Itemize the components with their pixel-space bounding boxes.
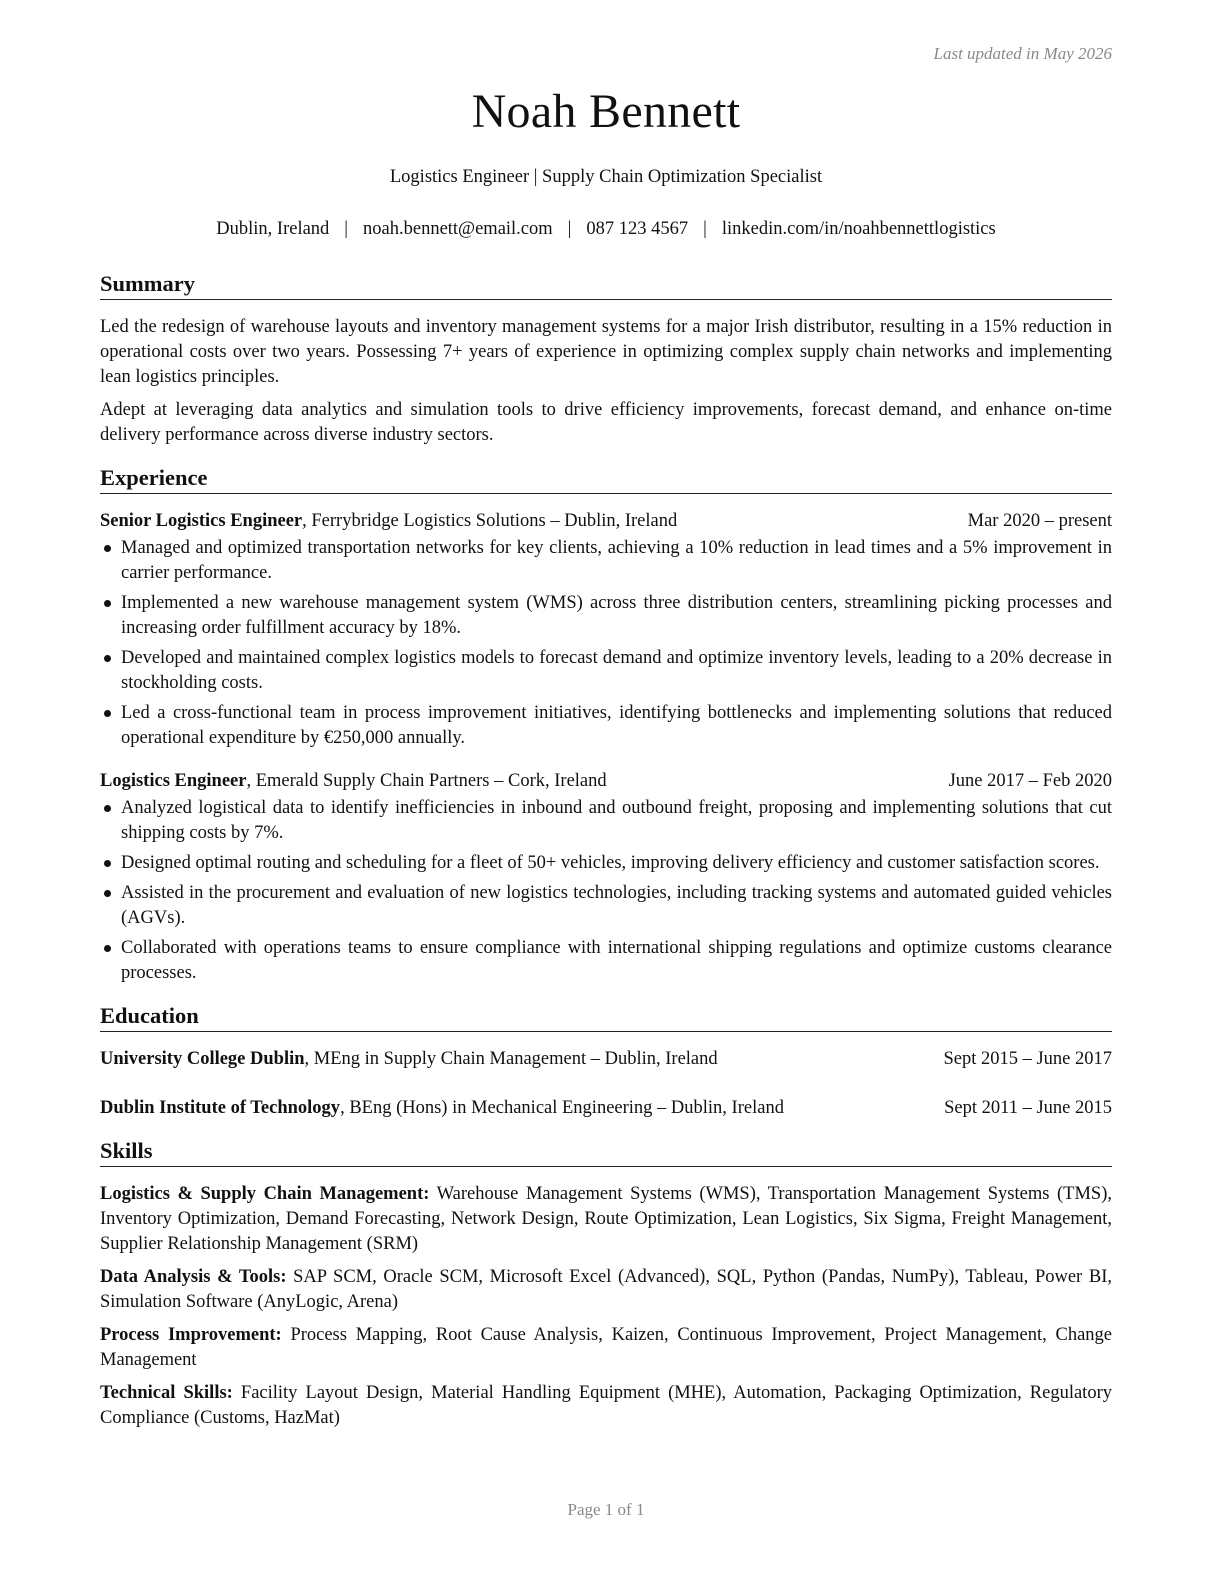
bullet-item bbox=[100, 881, 1112, 931]
job-entry bbox=[100, 769, 1112, 986]
bullet-item bbox=[100, 851, 1112, 876]
bullet-item bbox=[100, 701, 1112, 751]
bullet-icon bbox=[104, 945, 111, 952]
resume-page bbox=[100, 0, 1112, 1584]
bullet-text: Managed and optimized transportation networks for key clients, achieving a 10% reduction in lead times and a 5% improvement in carrier performance. bbox=[121, 538, 1112, 583]
skill-group bbox=[100, 1323, 1112, 1373]
bullet-item bbox=[100, 536, 1112, 586]
job-role: Senior Logistics Engineer bbox=[100, 511, 303, 531]
bullet-item bbox=[100, 646, 1112, 696]
skill-group-text: Facility Layout Design, Material Handling Equipment (MHE), Automation, Packaging Optimization, Regulatory Compliance (Customs, HazMat) bbox=[100, 1383, 1112, 1428]
bullet-icon bbox=[104, 545, 111, 552]
bullet-text: Designed optimal routing and scheduling for a fleet of 50+ vehicles, improving delivery efficiency and customer satisfaction scores. bbox=[121, 853, 1100, 873]
skill-group bbox=[100, 1381, 1112, 1431]
contact-location: Dublin, Ireland bbox=[216, 219, 330, 239]
education-institution: University College Dublin bbox=[100, 1049, 305, 1069]
job-dates: June 2017 – Feb 2020 bbox=[948, 771, 1112, 791]
bullet-text: Collaborated with operations teams to ensure compliance with international shipping regulations and optimize customs clearance processes. bbox=[121, 938, 1112, 983]
page-number: Page 1 of 1 bbox=[567, 1500, 645, 1519]
bullet-icon bbox=[104, 600, 111, 607]
job-role: Logistics Engineer bbox=[100, 771, 247, 791]
contact-line bbox=[100, 219, 1112, 240]
section-title-experience: Experience bbox=[100, 464, 1112, 494]
job-entry bbox=[100, 509, 1112, 751]
bullet-icon bbox=[104, 710, 111, 717]
section-title-summary: Summary bbox=[100, 270, 1112, 300]
bullet-text: Led a cross-functional team in process improvement initiatives, identifying bottlenecks and implementing solutions that reduced operational expenditure by €250,000 annually. bbox=[121, 703, 1112, 748]
skills-section bbox=[100, 1137, 1112, 1431]
contact-linkedin[interactable]: linkedin.com/in/noahbennettlogistics bbox=[721, 219, 996, 239]
education-entry bbox=[100, 1096, 1112, 1121]
job-company: , Emerald Supply Chain Partners – Cork, Ireland bbox=[246, 771, 607, 791]
contact-separator: | bbox=[567, 219, 572, 239]
contact-separator: | bbox=[344, 219, 349, 239]
bullet-item bbox=[100, 796, 1112, 846]
last-updated: Last updated in May 2026 bbox=[933, 44, 1112, 63]
job-dates: Mar 2020 – present bbox=[967, 511, 1112, 531]
experience-section bbox=[100, 464, 1112, 986]
skill-group-text: Process Mapping, Root Cause Analysis, Kaizen, Continuous Improvement, Project Management, Change Management bbox=[100, 1325, 1112, 1370]
job-bullets bbox=[100, 536, 1112, 751]
bullet-icon bbox=[104, 890, 111, 897]
bullet-text: Implemented a new warehouse management system (WMS) across three distribution centers, streamlining picking processes and increasing order fulfillment accuracy by 18%. bbox=[121, 593, 1112, 638]
skill-group-text: Warehouse Management Systems (WMS), Transportation Management Systems (TMS), Inventory Optimization, Demand Forecasting, Network Design, Route Optimization, Lean Logistics, Six Sigma, Freight Management, Supplier Relationship Management (SRM) bbox=[100, 1184, 1112, 1254]
resume-body bbox=[100, 270, 1112, 1447]
job-bullets bbox=[100, 796, 1112, 986]
bullet-item bbox=[100, 936, 1112, 986]
contact-separator: | bbox=[703, 219, 707, 239]
skill-group-label: Process Improvement: bbox=[100, 1325, 282, 1345]
education-entry bbox=[100, 1047, 1112, 1072]
education-section bbox=[100, 1002, 1112, 1121]
candidate-name: Noah Bennett bbox=[471, 85, 741, 138]
education-dates: Sept 2011 – June 2015 bbox=[944, 1098, 1112, 1118]
skill-group-label: Data Analysis & Tools: bbox=[100, 1267, 287, 1287]
education-dates: Sept 2015 – June 2017 bbox=[943, 1049, 1112, 1069]
bullet-icon bbox=[104, 860, 111, 867]
skill-group-label: Technical Skills: bbox=[100, 1383, 233, 1403]
job-header bbox=[100, 769, 1112, 794]
contact-phone: 087 123 4567 bbox=[586, 219, 689, 239]
contact-email[interactable]: noah.bennett@email.com bbox=[363, 219, 553, 239]
summary-section bbox=[100, 270, 1112, 448]
skill-group bbox=[100, 1182, 1112, 1257]
job-header bbox=[100, 509, 1112, 534]
summary-paragraph: Led the redesign of warehouse layouts and inventory management systems for a major Irish distributor, resulting in a 15% reduction in operational costs over two years. Possessing 7+ years of experience in optimizing complex supply chain networks and implementing lean logistics principles. bbox=[100, 317, 1112, 387]
section-title-education: Education bbox=[100, 1002, 1112, 1032]
skill-group bbox=[100, 1265, 1112, 1315]
job-company: , Ferrybridge Logistics Solutions – Dublin, Ireland bbox=[302, 511, 678, 531]
bullet-text: Assisted in the procurement and evaluation of new logistics technologies, including tracking systems and automated guided vehicles (AGVs). bbox=[121, 883, 1112, 928]
skill-group-label: Logistics & Supply Chain Management: bbox=[100, 1184, 430, 1204]
headline: Logistics Engineer | Supply Chain Optimization Specialist bbox=[389, 167, 823, 187]
education-detail: , MEng in Supply Chain Management – Dublin, Ireland bbox=[304, 1049, 718, 1069]
section-title-skills: Skills bbox=[100, 1137, 1112, 1167]
bullet-icon bbox=[104, 805, 111, 812]
skill-group-text: SAP SCM, Oracle SCM, Microsoft Excel (Advanced), SQL, Python (Pandas, NumPy), Tableau, Power BI, Simulation Software (AnyLogic, Arena) bbox=[100, 1267, 1112, 1312]
bullet-icon bbox=[104, 655, 111, 662]
bullet-text: Analyzed logistical data to identify inefficiencies in inbound and outbound freight, proposing and implementing solutions that cut shipping costs by 7%. bbox=[121, 798, 1112, 843]
bullet-item bbox=[100, 591, 1112, 641]
summary-paragraph: Adept at leveraging data analytics and simulation tools to drive efficiency improvements, forecast demand, and enhance on-time delivery performance across diverse industry sectors. bbox=[100, 400, 1112, 445]
bullet-text: Developed and maintained complex logistics models to forecast demand and optimize inventory levels, leading to a 20% decrease in stockholding costs. bbox=[121, 648, 1112, 693]
education-detail: , BEng (Hons) in Mechanical Engineering – Dublin, Ireland bbox=[340, 1098, 784, 1118]
education-institution: Dublin Institute of Technology bbox=[100, 1098, 341, 1118]
